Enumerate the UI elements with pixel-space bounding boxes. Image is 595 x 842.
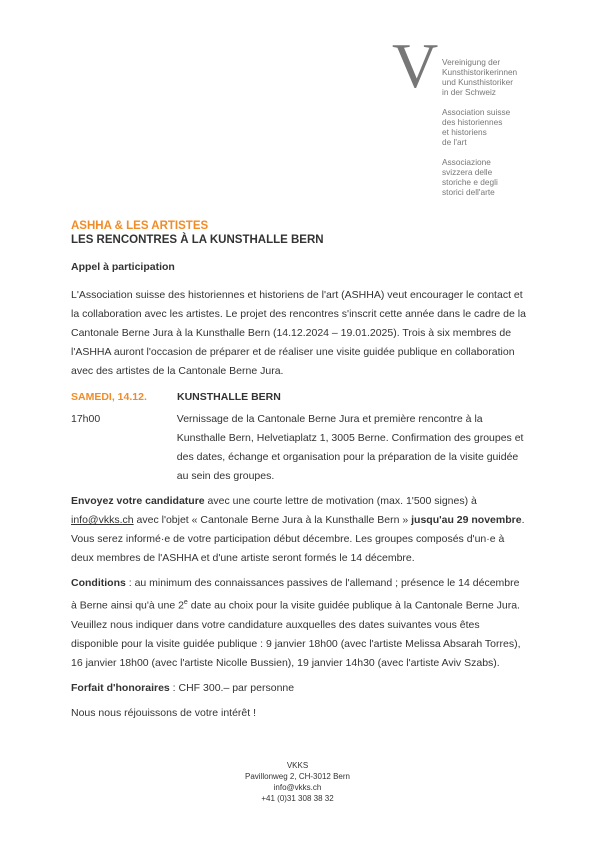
logo-line: Vereinigung der bbox=[442, 57, 501, 67]
logo-line: Associazione bbox=[442, 157, 491, 167]
footer-phone: +41 (0)31 308 38 32 bbox=[261, 794, 334, 803]
conditions-paragraph bbox=[71, 574, 526, 673]
logo-letter: V bbox=[392, 30, 439, 101]
logo-text bbox=[442, 57, 562, 207]
logo-line: Association suisse bbox=[442, 107, 511, 117]
subheading: Appel à participation bbox=[71, 261, 175, 273]
application-text-1: avec une courte lettre de motivation (max. 1'500 signes) à bbox=[204, 495, 477, 507]
fee-text: : CHF 300.– par personne bbox=[169, 681, 295, 694]
logo-line: in der Schweiz bbox=[442, 87, 496, 97]
logo-line: und Kunsthistoriker bbox=[442, 77, 514, 87]
footer bbox=[0, 760, 595, 804]
logo-text-de bbox=[442, 57, 562, 97]
conditions-text-1: : au minimum des connaissances passives de l'allemand ; présence le 14 décembre à Berne ainsi qu'à une 2 bbox=[71, 577, 520, 612]
application-deadline: jusqu'au 29 novembre bbox=[411, 514, 522, 526]
event-description: Vernissage de la Cantonale Berne Jura et première rencontre à la Kunsthalle Bern, Helvetiaplatz 1, 3005 Berne. Confirmation des groupes et des dates, échange et organisation pour la préparation de la visite guidée au sein des groupes. bbox=[176, 413, 524, 482]
event-time: 17h00 bbox=[71, 413, 101, 425]
closing-paragraph: Nous nous réjouissons de votre intérêt ! bbox=[71, 706, 257, 719]
footer-email: info@vkks.ch bbox=[273, 783, 322, 792]
footer-name: VKKS bbox=[286, 761, 309, 770]
letter-body bbox=[71, 219, 526, 723]
application-lead: Envoyez votre candidature bbox=[71, 495, 205, 507]
fee-paragraph bbox=[71, 679, 526, 698]
event-venue: KUNSTHALLE BERN bbox=[177, 391, 281, 403]
logo-line: des historiennes bbox=[442, 117, 503, 127]
title-line-2: LES RENCONTRES À LA KUNSTHALLE BERN bbox=[71, 234, 324, 246]
logo-line: et historiens bbox=[442, 127, 487, 137]
logo-text-it bbox=[442, 157, 562, 197]
logo-line: svizzera delle bbox=[442, 167, 493, 177]
event-row bbox=[71, 410, 526, 486]
logo-line: storiche e degli bbox=[442, 177, 498, 187]
application-paragraph bbox=[71, 492, 526, 568]
logo-line: de l'art bbox=[442, 137, 467, 147]
logo-line: storici dell'arte bbox=[442, 187, 495, 197]
event-date: SAMEDI, 14.12. bbox=[71, 391, 147, 403]
event-header bbox=[71, 388, 526, 406]
footer-address: Pavillonweg 2, CH-3012 Bern bbox=[245, 772, 350, 781]
intro-paragraph: L'Association suisse des historiennes et historiens de l'art (ASHHA) veut encourager le contact et la collaboration avec les artistes. Le projet des rencontres s'inscrit cette année dans le cadre de la Cantonale Berne Jura à la Kunsthalle Bern (14.12.2024 – 19.01.2025). Trois à six membres de l'ASHHA auront l'occasion de préparer et de réaliser une visite guidée publique en collaboration avec des artistes de la Cantonale Berne Jura. bbox=[71, 289, 526, 377]
conditions-text-2: date au choix pour la visite guidée publique à la Cantonale Berne Jura. Veuillez nous indiquer dans votre candidature auxquelles des dates suivantes vous êtes disponible pour la visite guidée publique : 9 janvier 18h00 (avec l'artiste Melissa Absarah Torres), 16 janvier 18h00 (avec l'artiste Nicolle Bussien), 19 janvier 14h30 (avec l'artiste Aviv Szabs). bbox=[71, 599, 521, 669]
fee-label: Forfait d'honoraires bbox=[71, 681, 170, 694]
application-text-2: avec l'objet « Cantonale Berne Jura à la Kunsthalle Bern » bbox=[133, 514, 412, 526]
logo-text-fr bbox=[442, 107, 562, 147]
email-link[interactable]: info@vkks.ch bbox=[71, 514, 134, 526]
application-text-3: . Vous serez informé·e de votre participation début décembre. Les groupes composés d'un·e à deux membres de l'ASHHA et d'une artiste seront formés le 14 décembre. bbox=[71, 514, 525, 564]
conditions-label: Conditions bbox=[71, 577, 126, 589]
title-line-1: ASHHA & LES ARTISTES bbox=[71, 220, 209, 232]
conditions-superscript: e bbox=[183, 599, 188, 606]
logo-line: Kunsthistorikerinnen bbox=[442, 67, 518, 77]
